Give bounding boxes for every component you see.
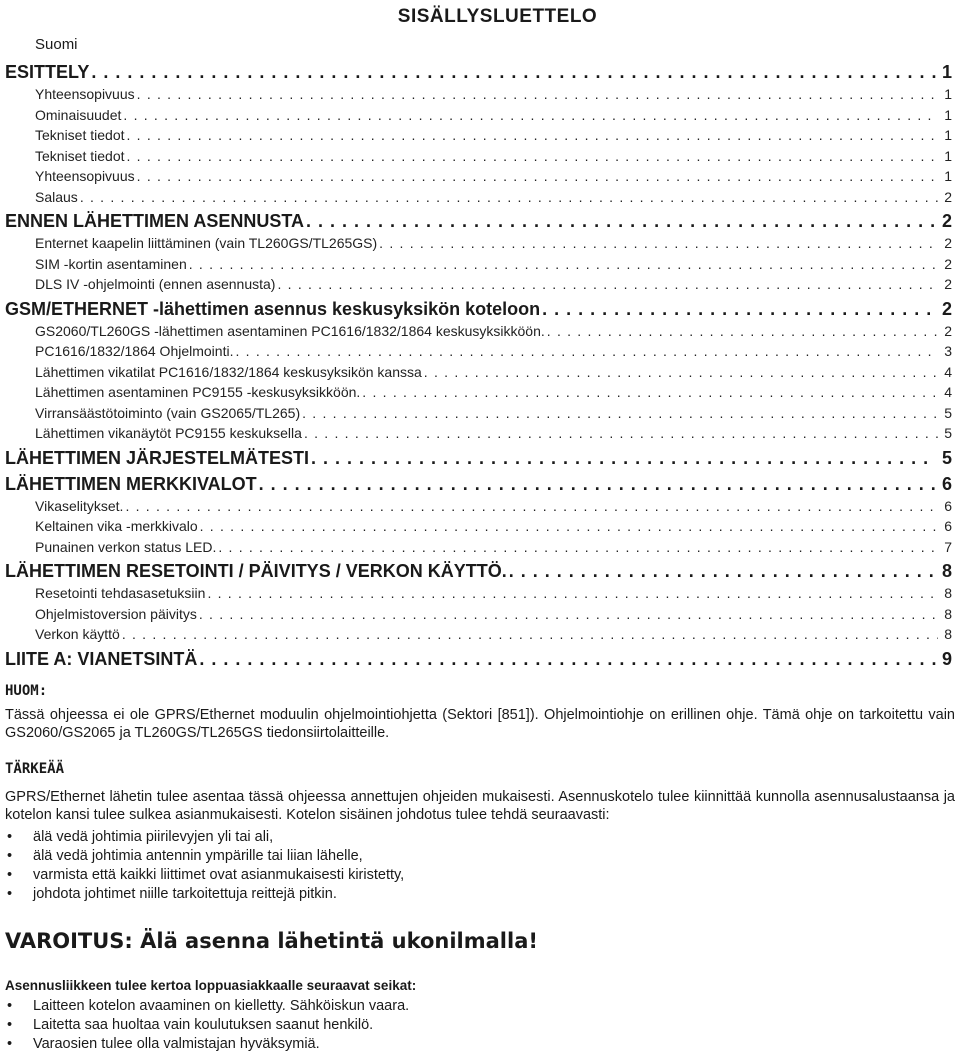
toc-leader: [302, 403, 938, 424]
toc-entry: [5, 583, 952, 604]
toc-page-number: 8: [944, 605, 952, 622]
toc-entry: [5, 362, 952, 383]
toc-title: ENNEN LÄHETTIMEN ASENNUSTA: [5, 211, 305, 231]
toc-entry: [5, 146, 952, 167]
note-heading: HUOM:: [5, 683, 48, 699]
toc-page-number: 8: [944, 626, 952, 642]
toc-entry: [5, 516, 952, 537]
toc-leader: [123, 105, 938, 126]
toc-leader: [127, 146, 939, 167]
toc-entry: [5, 233, 952, 254]
toc-leader: [362, 382, 938, 403]
toc-page-number: 8: [944, 585, 952, 601]
toc-title: Punainen verkon status LED.: [35, 538, 217, 555]
toc-page-number: 2: [944, 255, 952, 272]
toc-page-number: 1: [944, 86, 952, 102]
toc-section: [5, 209, 952, 233]
toc-page-number: 6: [944, 518, 952, 534]
toc-page-number: 7: [944, 538, 952, 555]
toc-title: Enternet kaapelin liittäminen (vain TL260GS/TL265GS): [35, 235, 378, 251]
toc-title: Lähettimen asentaminen PC9155 -keskusyksikköön.: [35, 384, 361, 400]
toc-entry: [5, 166, 952, 187]
toc-title: LIITE A: VIANETSINTÄ: [5, 648, 198, 669]
toc-title: Salaus: [35, 188, 78, 205]
toc-title: Lähettimen vikatilat PC1616/1832/1864 keskusyksikön kanssa: [35, 363, 422, 380]
toc-page-number: 4: [944, 384, 952, 400]
toc-page-number: 1: [944, 168, 952, 184]
list-item: • älä vedä johtimia antennin ympärille tai liian lähelle,: [5, 847, 955, 866]
toc-page-number: 1: [944, 106, 952, 123]
toc-leader: [200, 516, 939, 537]
toc-title: Yhteensopivuus: [35, 86, 135, 102]
toc-entry: [5, 496, 952, 517]
important-text: GPRS/Ethernet lähetin tulee asentaa tässä ohjeessa annettujen ohjeiden mukaisesti. Asennuskotelo tulee kiinnittää kunnolla asennusalustaansa ja kotelon kansi tulee sulkea asianmukaisesti. Kotelon sisäinen johdotus tulee tehdä seuraavasti:: [5, 789, 955, 823]
toc-leader: [379, 233, 938, 254]
toc-title: Resetointi tehdasasetuksiin: [35, 585, 206, 601]
toc-leader: [189, 254, 938, 275]
notes-section: [5, 682, 955, 904]
toc-title: LÄHETTIMEN MERKKIVALOT: [5, 473, 257, 494]
toc-page-number: 2: [944, 235, 952, 251]
toc-section: [5, 647, 952, 671]
list-item: • Varaosien tulee olla valmistajan hyväksymiä.: [5, 1035, 955, 1054]
toc-entry: [5, 84, 952, 105]
toc-title: DLS IV -ohjelmointi (ennen asennusta): [35, 276, 276, 292]
toc-page-number: 2: [944, 276, 952, 292]
toc-page-number: 2: [944, 322, 952, 339]
list-item: • johdota johtimet niille tarkoitettuja reittejä pitkin.: [5, 885, 955, 904]
toc-page-number: 8: [941, 561, 952, 581]
toc-leader: [277, 274, 938, 295]
toc-page-number: 6: [944, 497, 952, 514]
toc-entry: [5, 341, 952, 362]
toc-entry: [5, 105, 952, 126]
warning-heading: VAROITUS: Älä asenna lähetintä ukonilmalla!: [5, 929, 538, 953]
toc-entry: [5, 537, 952, 558]
installer-notice: [5, 978, 955, 1054]
toc-section: [5, 472, 952, 496]
toc-title: SIM -kortin asentaminen: [35, 255, 187, 272]
list-item: • Laitteen kotelon avaaminen on kielletty. Sähköiskun vaara.: [5, 997, 955, 1016]
toc-page-number: 9: [941, 648, 952, 669]
toc-leader: [424, 362, 938, 383]
toc-leader: [306, 209, 936, 233]
toc-title: LÄHETTIMEN JÄRJESTELMÄTESTI: [5, 447, 310, 468]
toc-title: ESITTELY: [5, 62, 90, 82]
toc-entry: [5, 187, 952, 208]
toc-leader: [199, 647, 936, 671]
toc-leader: [259, 472, 936, 496]
toc-title: GSM/ETHERNET -lähettimen asennus keskusyksikön koteloon: [5, 298, 541, 319]
toc-page-number: 3: [944, 343, 952, 359]
toc-entry: [5, 321, 952, 342]
toc-entry: [5, 274, 952, 295]
toc-leader: [207, 583, 938, 604]
toc-leader: [127, 125, 939, 146]
toc-leader: [199, 604, 938, 625]
toc-leader: [80, 187, 938, 208]
toc-page-number: 1: [944, 147, 952, 164]
language-label: Suomi: [35, 36, 78, 53]
note-text: Tässä ohjeessa ei ole GPRS/Ethernet moduulin ohjelmointiohjetta (Sektori [851]). Ohjelmointiohje on erillinen ohje. Tämä ohje on tarkoitettu vain GS2060/GS2065 ja TL260GS/TL265GS tiedonsiirtolaitteille.: [5, 707, 955, 741]
toc-page-number: 1: [941, 62, 952, 82]
page-title: SISÄLLYSLUETTELO: [397, 6, 598, 27]
table-of-contents: [5, 60, 952, 671]
toc-leader: [137, 84, 939, 105]
toc-entry: [5, 403, 952, 424]
toc-leader: [122, 624, 938, 645]
toc-page-number: 6: [941, 473, 952, 494]
toc-title: Verkon käyttö: [35, 626, 120, 642]
toc-title: Ominaisuudet: [35, 106, 122, 123]
toc-page-number: 4: [944, 363, 952, 380]
toc-leader: [311, 446, 936, 470]
toc-title: Lähettimen vikanäytöt PC9155 keskuksella: [35, 425, 302, 441]
toc-entry: [5, 382, 952, 403]
toc-title: PC1616/1832/1864 Ohjelmointi.: [35, 343, 234, 359]
toc-page-number: 2: [941, 298, 952, 319]
toc-leader: [218, 537, 938, 558]
toc-title: Tekniset tiedot: [35, 147, 125, 164]
toc-leader: [547, 321, 938, 342]
toc-title: GS2060/TL260GS -lähettimen asentaminen PC1616/1832/1864 keskusyksikköön.: [35, 322, 545, 339]
toc-title: Tekniset tiedot: [35, 127, 125, 143]
important-list: [5, 828, 955, 904]
toc-page-number: 5: [944, 425, 952, 441]
toc-leader: [304, 423, 938, 444]
toc-leader: [125, 496, 938, 517]
toc-title: Keltainen vika -merkkivalo: [35, 518, 198, 534]
toc-title: Ohjelmistoversion päivitys: [35, 605, 197, 622]
toc-entry: [5, 125, 952, 146]
toc-title: Virransäästötoiminto (vain GS2065/TL265): [35, 404, 301, 421]
toc-page-number: 2: [941, 211, 952, 231]
toc-entry: [5, 423, 952, 444]
toc-leader: [91, 60, 936, 84]
toc-leader: [542, 297, 936, 321]
toc-entry: [5, 254, 952, 275]
toc-section: [5, 60, 952, 84]
toc-section: [5, 297, 952, 321]
important-heading: TÄRKEÄÄ: [5, 761, 65, 777]
toc-section: [5, 559, 952, 583]
toc-leader: [509, 559, 936, 583]
list-item: • Laitetta saa huoltaa vain koulutuksen saanut henkilö.: [5, 1016, 955, 1035]
list-item: • älä vedä johtimia piirilevyjen yli tai ali,: [5, 828, 955, 847]
toc-title: Yhteensopivuus: [35, 168, 135, 184]
toc-page-number: 5: [944, 404, 952, 421]
toc-entry: [5, 604, 952, 625]
notice-heading: Asennusliikkeen tulee kertoa loppuasiakkaalle seuraavat seikat:: [5, 978, 417, 993]
toc-entry: [5, 624, 952, 645]
toc-leader: [235, 341, 938, 362]
toc-title: Vikaselitykset.: [35, 497, 124, 514]
toc-page-number: 2: [944, 188, 952, 205]
toc-page-number: 1: [944, 127, 952, 143]
toc-title: LÄHETTIMEN RESETOINTI / PÄIVITYS / VERKON KÄYTTÖ.: [5, 561, 507, 581]
notice-list: [5, 997, 955, 1054]
toc-leader: [137, 166, 939, 187]
toc-section: [5, 446, 952, 470]
toc-page-number: 5: [941, 447, 952, 468]
list-item: • varmista että kaikki liittimet ovat asianmukaisesti kiristetty,: [5, 866, 955, 885]
